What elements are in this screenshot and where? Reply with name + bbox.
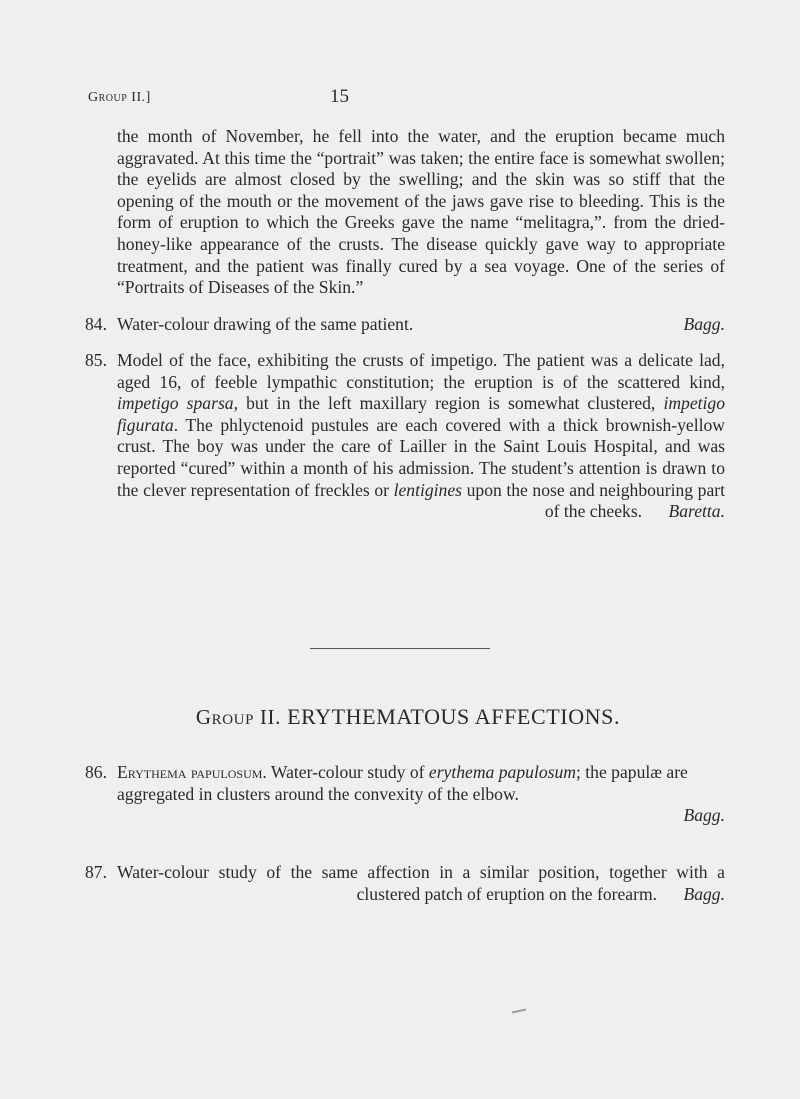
entry-attribution: Bagg. [683,805,725,826]
group-label: Group II. [195,705,281,729]
entry-text-part: . The phlyctenoid pustules are each covered with a thick brownish-yellow crust. The boy was under the care of Lailler in the Saint Louis Hospital, and was reported “cured” within a month of his admission. The student’s attention is drawn to the clever representation of freckles or [117,414,725,500]
entry-italic-term: impetigo sparsa [117,393,234,414]
continuation-paragraph [117,126,725,299]
page-header [88,86,728,110]
group-title: ERYTHEMATOUS AFFECTIONS. [287,704,621,729]
entry-number: 87. [85,862,107,882]
catalogue-entry-87 [85,862,725,905]
entry-text-part: ; the papulæ are aggregated in clusters around the convexity of the elbow. [117,762,688,804]
entry-attribution: Bagg. [683,314,725,334]
entry-italic-term: erythema papulosum [428,762,576,782]
entry-attribution: Bagg. [683,883,725,904]
catalogue-entry-86 [85,762,725,827]
entry-text: Water-colour drawing of the same patient. [117,314,414,334]
running-head: Group II.] [88,90,151,105]
continuation-text: the month of November, he fell into the water, and the eruption became much aggravated. At this time the “portrait” was taken; the entire face is somewhat swollen; the eyelids are almost closed by the swelling; and the skin was so stiff that the opening of the mouth or the movement of the jaws gave rise to bleeding. This is the form of eruption to which the Greeks gave the name “melitagra,”. from the dried-honey-like appearance of the crusts. The disease quickly gave way to appropriate treatment, and the patient was finally cured by a sea voyage. One of the series of “Portraits of Diseases of the Skin.” [117,126,725,298]
entry-italic-term: impetigo figurata [117,393,726,435]
entry-number: 86. [85,762,107,782]
entry-name: Erythema papulosum. [117,762,267,782]
group-heading [88,704,728,730]
entry-number: 84. [85,314,107,334]
catalogue-entry-84 [85,314,725,336]
page-number: 15 [330,86,349,107]
entry-text-part: Model of the face, exhibiting the crusts of impetigo. The patient was a delicate lad, aged 16, of feeble lympathic constitution; the eruption is of the scattered kind, [117,350,725,392]
entry-italic-term: lentigines [393,479,463,500]
entry-number: 85. [85,350,107,370]
section-divider [310,648,490,649]
ink-mark [512,1009,526,1014]
entry-text-part: , but in the left maxillary region is somewhat clustered, [233,393,664,414]
entry-text-part: Water-colour study of [266,762,429,782]
catalogue-entry-85 [85,350,725,523]
entry-text-part: upon the nose and neighbouring part of the cheeks. [462,479,725,522]
entry-attribution: Baretta. [668,501,725,522]
entry-text: Water-colour study of the same affection in a similar position, together with a clustered patch of eruption on the forearm. [117,862,725,904]
